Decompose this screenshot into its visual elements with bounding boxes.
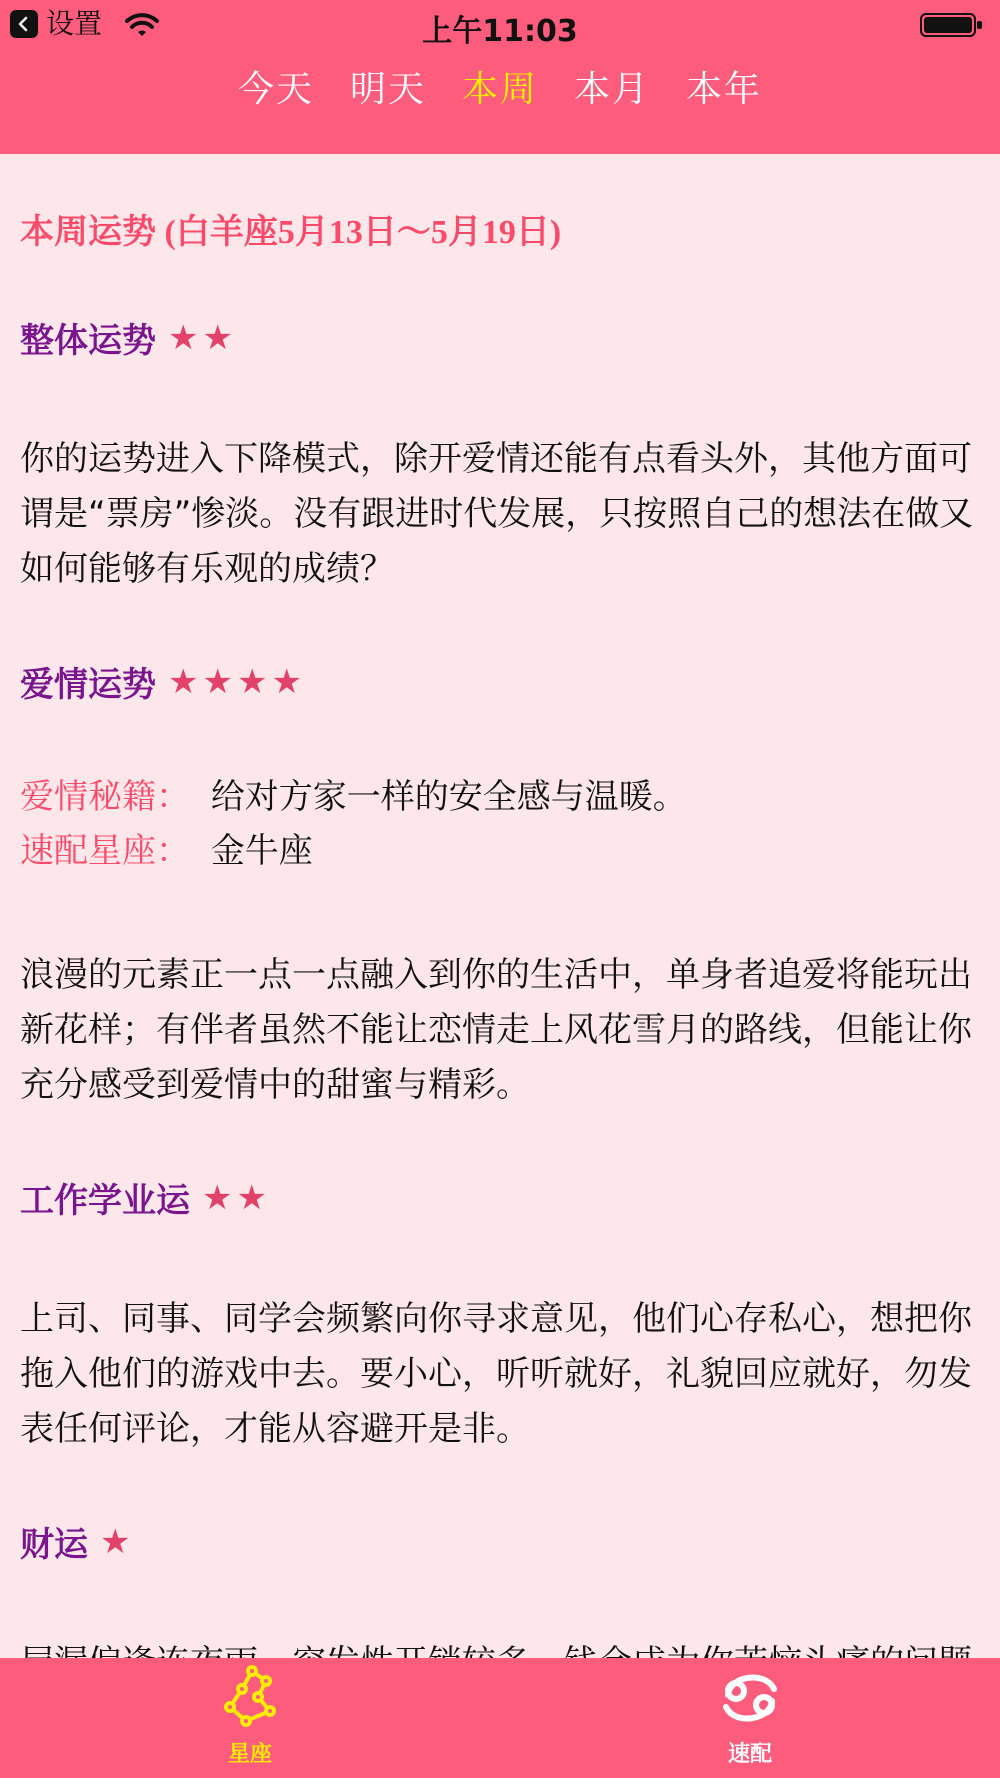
match-sign-row	[20, 824, 980, 878]
section-text-love: 浪漫的元素正一点一点融入到你的生活中，单身者追爱将能玩出新花样；有伴者虽然不能让恋情走上风花雪月的路线，但能让你充分感受到爱情中的甜蜜与精彩。	[20, 955, 972, 1105]
back-label: 设置	[46, 7, 103, 40]
tab-this-year[interactable]: 本年	[686, 69, 763, 110]
tab-this-month[interactable]: 本月	[574, 69, 651, 110]
love-tip-label: 爱情秘籍：	[20, 777, 190, 817]
tab-label-match: 速配	[727, 1742, 772, 1767]
period-tabs	[0, 62, 1000, 118]
tab-this-week[interactable]: 本周	[461, 69, 538, 110]
app-header	[0, 0, 1000, 154]
rating-stars: ★	[100, 1521, 135, 1562]
status-time: 上午11:03	[422, 14, 578, 49]
section-title-overall	[20, 313, 980, 362]
section-title-work	[20, 1173, 980, 1222]
status-bar	[0, 0, 1000, 52]
constellation-icon	[214, 1661, 286, 1733]
section-text-work: 上司、同事、同学会频繁向你寻求意见，他们心存私心，想把你拖入他们的游戏中去。要小心，听听就好，礼貌回应就好，勿发表任何评论，才能从容避开是非。	[20, 1299, 972, 1449]
horoscope-content[interactable]	[0, 154, 1000, 1658]
rating-stars: ★★	[168, 317, 237, 358]
section-title-text: 爱情运势	[20, 665, 156, 705]
match-sign-label: 速配星座：	[20, 831, 190, 871]
tab-tomorrow[interactable]: 明天	[349, 69, 426, 110]
section-title-text: 财运	[20, 1525, 88, 1565]
week-heading: 本周运势 (白羊座5月13日～5月19日)	[20, 214, 562, 251]
section-title-text: 整体运势	[20, 321, 156, 361]
rating-stars: ★★★★	[168, 661, 306, 702]
rating-stars: ★★	[202, 1177, 271, 1218]
tab-today[interactable]: 今天	[237, 69, 314, 110]
section-title-wealth	[20, 1517, 980, 1566]
match-sign-value: 金牛座	[210, 831, 313, 871]
tab-match[interactable]	[500, 1658, 1000, 1778]
love-tips	[20, 770, 980, 878]
battery-icon	[920, 12, 984, 38]
bottom-tab-bar	[0, 1658, 1000, 1778]
love-tip-value: 给对方家一样的安全感与温暖。	[210, 777, 687, 817]
tab-label-constellation: 星座	[227, 1742, 272, 1767]
section-text-overall: 你的运势进入下降模式，除开爱情还能有点看头外，其他方面可谓是“票房”惨淡。没有跟进时代发展，只按照自己的想法在做又如何能够有乐观的成绩？	[20, 439, 974, 589]
section-title-text: 工作学业运	[20, 1181, 190, 1221]
section-title-love	[20, 657, 980, 706]
love-tip-row	[20, 770, 980, 824]
tab-constellation[interactable]	[0, 1658, 500, 1778]
cancer-icon	[714, 1661, 786, 1733]
